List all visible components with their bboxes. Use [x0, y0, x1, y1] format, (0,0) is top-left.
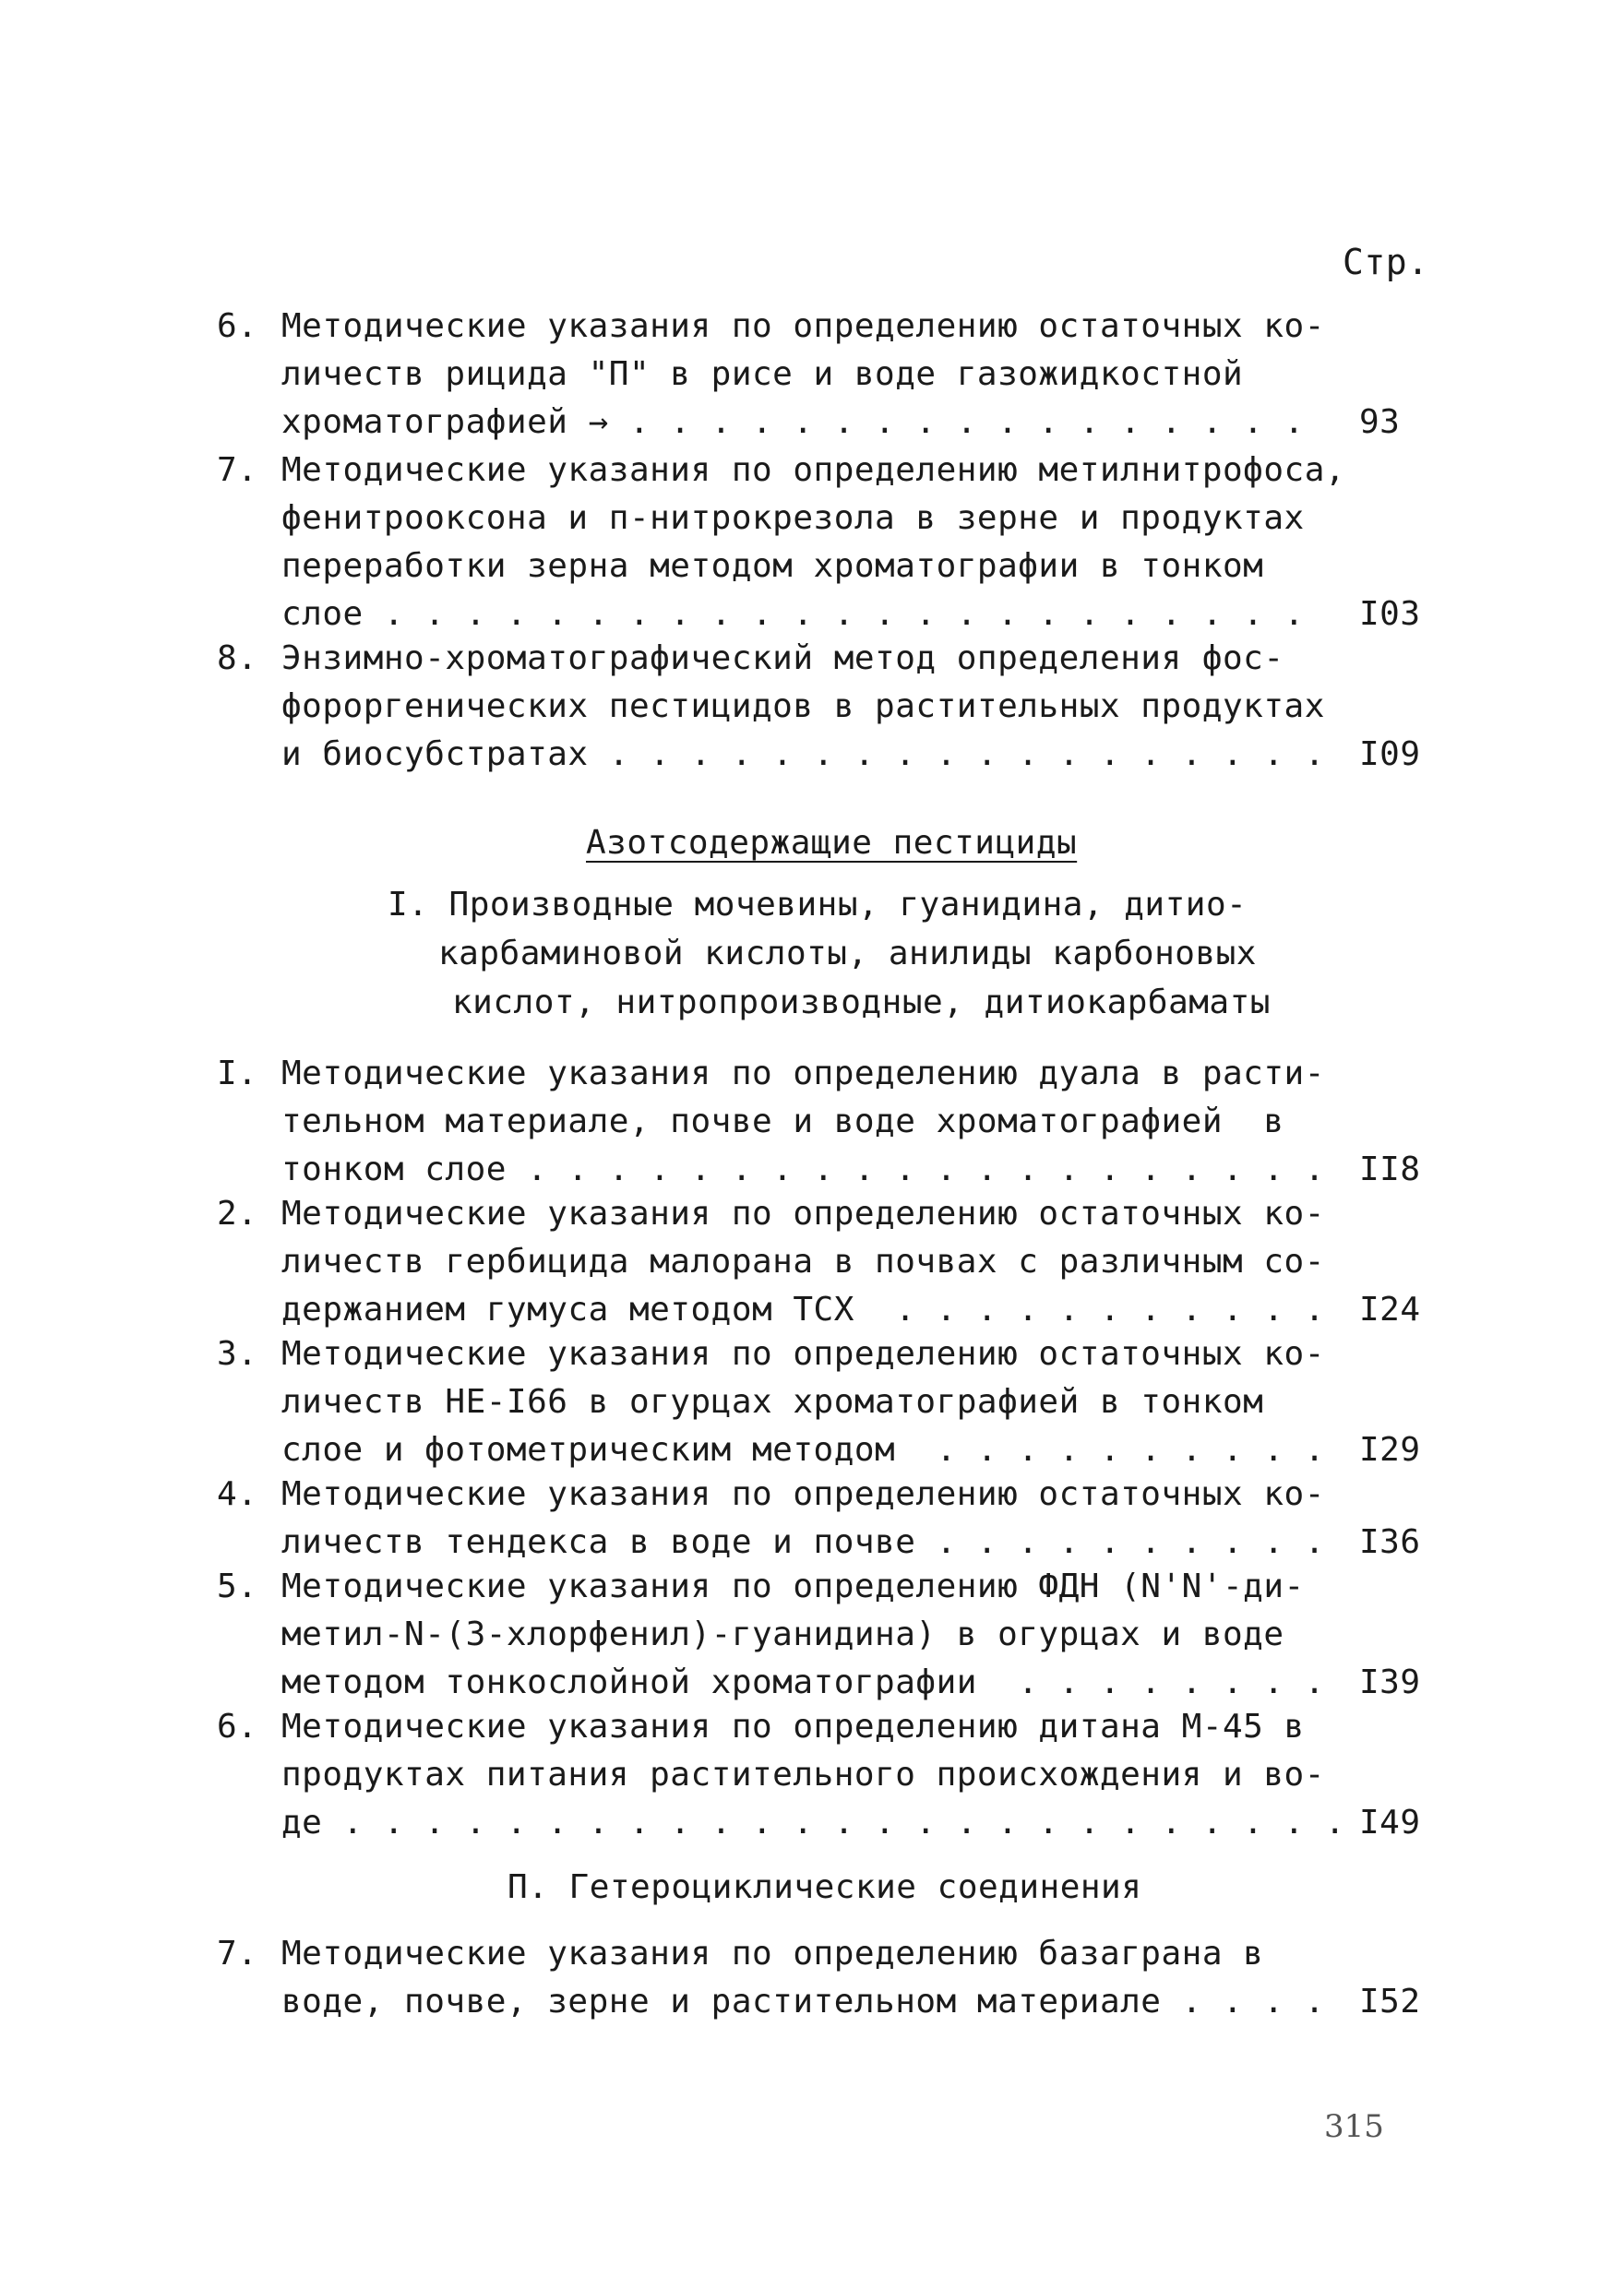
- toc-entry: [217, 1930, 1509, 2218]
- entry-line: хроматографией → . . . . . . . . . . . . . . . . .: [281, 403, 1305, 441]
- entry-number: 3.: [217, 1335, 258, 1373]
- page-number: 315: [1324, 2108, 1384, 2145]
- entry-page: I24: [1359, 1291, 1421, 1329]
- entry-line: методом тонкослойной хроматографии . . . . . . . .: [281, 1663, 1325, 1701]
- entry-line: Методические указания по определению остаточных ко-: [281, 1195, 1325, 1233]
- entry-line: держанием гумуса методом ТСХ . . . . . . . . . . .: [281, 1291, 1325, 1329]
- entry-line: тельном материале, почве и воде хроматографией в: [281, 1103, 1284, 1140]
- subsection-title: П. Гетероциклические соединения: [508, 1868, 1142, 1906]
- entry-line: переработки зерна методом хроматографии в тонком: [281, 547, 1264, 585]
- entry-number: I.: [217, 1055, 258, 1092]
- entry-line: продуктах питания растительного происхождения и во-: [281, 1756, 1325, 1794]
- subsection-title-line: кислот, нитропроизводные, дитиокарбаматы: [452, 984, 1271, 1021]
- entry-line: воде, почве, зерне и растительном материале . . . .: [281, 1983, 1325, 2021]
- entry-number: 8.: [217, 639, 258, 677]
- entry-number: 2.: [217, 1195, 258, 1233]
- section-title: Азотсодержащие пестициды: [586, 824, 1078, 862]
- entry-page: I09: [1359, 735, 1421, 773]
- entry-line: личеств НЕ-I66 в огурцах хроматографией в тонком: [281, 1383, 1264, 1421]
- entry-number: 7.: [217, 451, 258, 489]
- entry-number: 4.: [217, 1475, 258, 1513]
- entry-line: Методические указания по определению остаточных ко-: [281, 1335, 1325, 1373]
- entry-number: 6.: [217, 1708, 258, 1746]
- entry-line: Методические указания по определению остаточных ко-: [281, 1475, 1325, 1513]
- entry-line: личеств тендекса в воде и почве . . . . . . . . . .: [281, 1523, 1325, 1561]
- entry-page: I36: [1359, 1523, 1421, 1561]
- entry-line: слое и фотометрическим методом . . . . . . . . . .: [281, 1431, 1325, 1469]
- entry-page: I49: [1359, 1804, 1421, 1842]
- entry-line: фенитрооксона и п-нитрокрезола в зерне и продуктах: [281, 499, 1305, 537]
- entry-number: 7.: [217, 1935, 258, 1973]
- entry-number: 5.: [217, 1568, 258, 1605]
- entry-line: де . . . . . . . . . . . . . . . . . . . . . . . . .: [281, 1804, 1346, 1842]
- entry-line: Методические указания по определению остаточных ко-: [281, 307, 1325, 345]
- entry-line: слое . . . . . . . . . . . . . . . . . . . . . . .: [281, 595, 1305, 633]
- entry-line: Методические указания по определению метилнитрофоса,: [281, 451, 1346, 489]
- entry-line: Методические указания по определению базаграна в: [281, 1935, 1264, 1973]
- entry-page: I52: [1359, 1983, 1421, 2021]
- entry-page: I39: [1359, 1663, 1421, 1701]
- entry-line: личеств гербицида малорана в почвах с различным со-: [281, 1243, 1325, 1281]
- entry-page: 93: [1359, 403, 1401, 441]
- entry-line: личеств рицида "П" в рисе и воде газожидкостной: [281, 355, 1244, 393]
- entry-page: I29: [1359, 1431, 1421, 1469]
- entry-line: фороргенических пестицидов в растительных продуктах: [281, 687, 1325, 725]
- entry-line: Энзимно-хроматографический метод определения фос-: [281, 639, 1284, 677]
- entry-number: 6.: [217, 307, 258, 345]
- entry-line: Методические указания по определению дуала в расти-: [281, 1055, 1325, 1092]
- entry-line: и биосубстратах . . . . . . . . . . . . . . . . . .: [281, 735, 1325, 773]
- entry-line: Методические указания по определению дитана М-45 в: [281, 1708, 1305, 1746]
- subsection-title-line: карбаминовой кислоты, анилиды карбоновых: [438, 935, 1257, 972]
- entry-line: тонком слое . . . . . . . . . . . . . . . . . . . .: [281, 1150, 1325, 1188]
- entry-line: Методические указания по определению ФДН (N'N'-ди-: [281, 1568, 1305, 1605]
- entry-page: II8: [1359, 1150, 1421, 1188]
- subsection-title-line: I. Производные мочевины, гуанидина, дитио-: [388, 886, 1248, 924]
- page-column-header: Стр.: [1343, 242, 1429, 282]
- entry-line: метил-N-(3-хлорфенил)-гуанидина) в огурцах и воде: [281, 1615, 1284, 1653]
- entry-page: I03: [1359, 595, 1421, 633]
